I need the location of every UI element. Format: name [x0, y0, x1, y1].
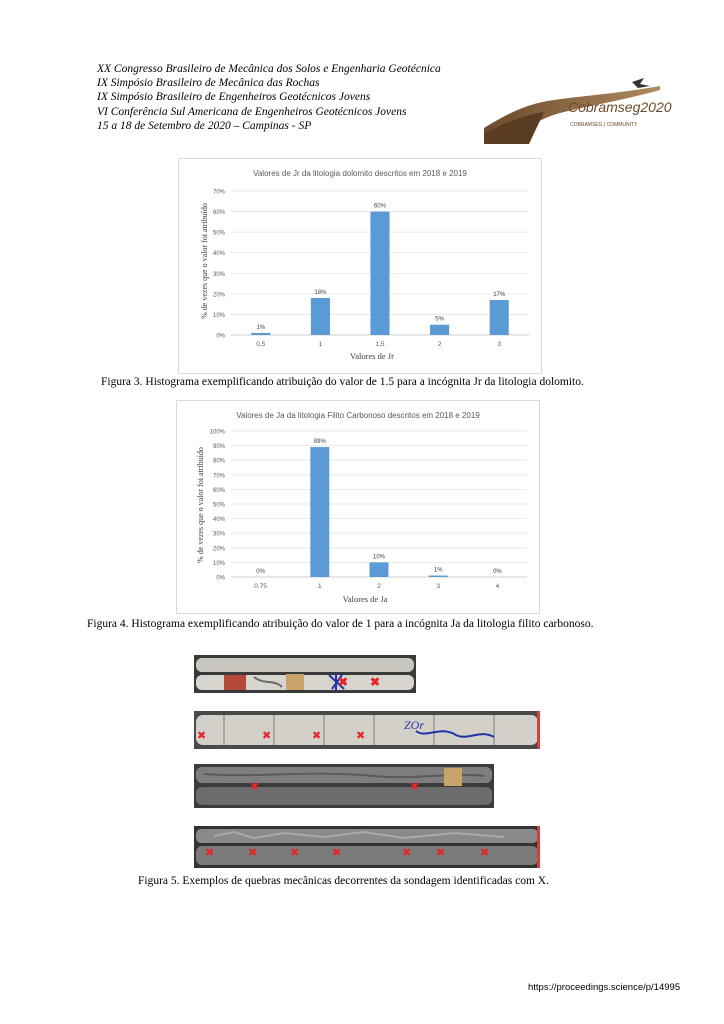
y-tick-label: 20%	[212, 546, 225, 553]
header-line-3: IX Simpósio Brasileiro de Engenheiros Geotécnicos Jovens	[97, 91, 371, 104]
x-marker: ✖	[250, 781, 260, 793]
data-label: 60%	[373, 203, 387, 210]
y-tick-label: 70%	[212, 189, 225, 196]
x-marker: ✖	[197, 730, 207, 742]
x-tick-label: 4	[495, 583, 500, 590]
x-marker: ✖	[262, 730, 272, 742]
y-tick-label: 10%	[212, 312, 225, 319]
y-tick-label: 30%	[212, 271, 225, 278]
data-label: 5%	[435, 316, 444, 323]
core-photo-3	[194, 764, 494, 808]
data-label: 0%	[493, 569, 502, 575]
logo-subtext: COBRAMSEG | COMMUNITY	[570, 122, 638, 128]
bar	[370, 562, 389, 577]
data-label: 18%	[314, 289, 327, 296]
y-tick-label: 40%	[212, 251, 225, 258]
ja-histogram-chart	[176, 400, 540, 614]
chart-title: Valores de Ja da litologia Filito Carbonoso descritos em 2018 e 2019	[236, 411, 480, 420]
handwritten-annotation: ZOr	[404, 718, 425, 732]
jr-histogram-chart	[178, 158, 542, 374]
x-marker: ✖	[338, 675, 349, 689]
x-tick-label: 0,5	[256, 341, 266, 348]
y-tick-label: 30%	[212, 531, 225, 538]
figure-5-caption: Figura 5. Exemplos de quebras mecânicas decorrentes da sondagem identificadas com X.	[138, 875, 549, 887]
header-line-5: 15 a 18 de Setembro de 2020 – Campinas - SP	[97, 119, 312, 132]
x-tick-label: 2	[437, 341, 442, 348]
proceedings-url[interactable]: https://proceedings.science/p/14995	[528, 982, 681, 993]
x-marker: ✖	[332, 847, 342, 859]
x-axis-label: Valores de Ja	[342, 594, 388, 604]
cobramseg-logo	[484, 76, 672, 144]
x-marker: ✖	[205, 847, 215, 859]
y-tick-label: 50%	[212, 230, 225, 237]
y-tick-label: 100%	[209, 429, 225, 436]
y-tick-label: 80%	[212, 458, 225, 465]
x-marker: ✖	[290, 847, 300, 859]
ja-histogram-svg	[177, 401, 539, 613]
conference-header	[97, 62, 497, 133]
x-tick-label: 1	[318, 341, 323, 348]
y-tick-label: 40%	[212, 517, 225, 524]
data-label: 17%	[493, 292, 506, 299]
x-marker: ✖	[356, 730, 366, 742]
y-tick-label: 50%	[212, 502, 225, 509]
figure-4-caption: Figura 4. Histograma exemplificando atribuição do valor de 1 para a incógnita Ja da litologia filito carbonoso.	[87, 618, 594, 630]
x-tick-label: 1	[317, 583, 322, 590]
data-label: 1%	[433, 567, 443, 574]
x-tick-label: 3	[497, 341, 502, 348]
chart-title: Valores de Jr da litologia dolomito descritos em 2018 e 2019	[253, 169, 467, 178]
data-label: 0%	[256, 569, 265, 575]
core-photo-2	[194, 711, 540, 749]
x-marker: ✖	[436, 847, 446, 859]
x-marker: ✖	[402, 847, 412, 859]
x-tick-label: 2	[377, 583, 381, 590]
x-axis-label: Valores de Jr	[350, 351, 394, 361]
y-tick-label: 20%	[212, 292, 225, 299]
header-line-4: VI Conferência Sul Americana de Engenheiros Geotécnicos Jovens	[97, 105, 407, 118]
x-tick-label: 3	[436, 583, 441, 590]
bar	[310, 447, 329, 577]
bar	[430, 325, 449, 335]
y-tick-label: 0%	[216, 575, 225, 582]
y-tick-label: 60%	[212, 487, 225, 494]
logo-text: Cobramseg2020	[568, 99, 672, 115]
data-label: 89%	[313, 439, 326, 446]
x-tick-label: 1,5	[375, 341, 385, 348]
y-tick-label: 0%	[216, 333, 225, 340]
bar	[370, 212, 389, 335]
bar	[429, 576, 448, 577]
data-label: 1%	[256, 324, 266, 331]
y-tick-label: 10%	[212, 560, 225, 567]
y-axis-label: % de vezes que o valor foi atribuído	[200, 203, 209, 319]
bar	[251, 333, 270, 335]
x-tick-label: 0.75	[254, 583, 267, 590]
core-photo-1	[194, 655, 416, 693]
y-tick-label: 60%	[212, 210, 225, 217]
figure-3-caption: Figura 3. Histograma exemplificando atribuição do valor de 1.5 para a incógnita Jr da litologia dolomito.	[101, 376, 584, 388]
data-label: 10%	[372, 554, 386, 561]
y-axis-label: % de vezes que o valor foi atribuído	[196, 447, 205, 563]
header-line-1: XX Congresso Brasileiro de Mecânica dos Solos e Engenharia Geotécnica	[97, 63, 441, 75]
x-marker: ✖	[480, 847, 490, 859]
x-marker: ✖	[410, 781, 420, 793]
y-tick-label: 70%	[212, 473, 225, 480]
bar	[311, 298, 330, 335]
x-marker: ✖	[248, 847, 258, 859]
jr-histogram-svg	[179, 159, 541, 373]
header-line-2: IX Simpósio Brasileiro de Mecânica das Rochas	[97, 77, 320, 90]
x-marker: ✖	[370, 675, 381, 689]
y-tick-label: 90%	[212, 444, 225, 451]
bar	[490, 300, 509, 335]
core-photo-4	[194, 826, 540, 868]
x-marker: ✖	[312, 730, 322, 742]
